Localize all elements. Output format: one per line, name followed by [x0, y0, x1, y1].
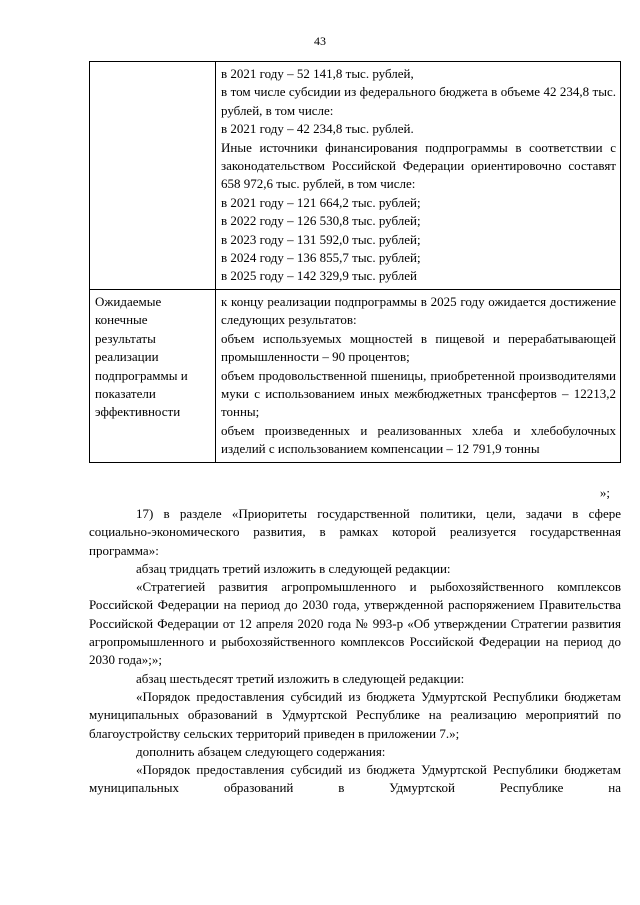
results-label-line: показатели: [95, 385, 156, 401]
paragraph: «Порядок предоставления субсидий из бюджета Удмуртской Республики бюджетам муниципальных образований в Удмуртской Республике на: [89, 762, 621, 796]
financing-line: в 2023 году – 131 592,0 тыс. рублей;: [221, 231, 421, 247]
financing-line: в 2024 году – 136 855,7 тыс. рублей;: [221, 250, 421, 266]
subprogram-table: [89, 61, 621, 463]
paragraph: 17) в разделе «Приоритеты государственной политики, цели, задачи в сфере социально-экономического развития, в рамках которой реализуется государственная программа»:: [89, 506, 621, 558]
results-label-line: результаты: [95, 330, 156, 346]
page-number: 43: [314, 34, 326, 48]
paragraph: «Стратегией развития агропромышленного и рыбохозяйственного комплексов Российской Федерации на период до 2030 года, утвержденной распоряжением Правительства Российской Федерации от 12 апреля 2020 года № 993-р «Об утверждении Стратегии развития агропромышленного и рыбохозяйственного комплексов Российской Федерации на период до 2030 года»;»;: [89, 579, 621, 668]
financing-line: в 2021 году – 121 664,2 тыс. рублей;: [221, 194, 421, 210]
financing-line: в 2021 году – 42 234,8 тыс. рублей.: [221, 121, 414, 137]
result-item: объем произведенных и реализованных хлеба и хлебобулочных изделий с использованием компенсации – 12 791,9 тонны: [221, 422, 616, 457]
results-label-line: Ожидаемые: [95, 293, 162, 309]
financing-cell: [216, 62, 621, 290]
results-label-cell: [90, 289, 216, 462]
result-item: объем используемых мощностей в пищевой и перерабатывающей промышленности – 90 процентов;: [221, 330, 616, 365]
paragraph: абзац шестьдесят третий изложить в следующей редакции:: [136, 670, 465, 686]
closing-quote-mark: »;: [599, 485, 610, 500]
result-item: объем продовольственной пшеницы, приобретенной производителями муки с использованием иных межбюджетных трансфертов – 12213,2 тонны;: [221, 367, 616, 420]
paragraph: дополнить абзацем следующего содержания:: [136, 743, 386, 759]
table-row: [90, 62, 621, 290]
financing-line: в 2025 году – 142 329,9 тыс. рублей: [221, 268, 417, 284]
results-label-line: реализации: [95, 349, 159, 365]
result-item: к концу реализации подпрограммы в 2025 году ожидается достижение следующих результатов:: [221, 293, 616, 328]
paragraph: «Порядок предоставления субсидий из бюджета Удмуртской Республики бюджетам муниципальных образований в Удмуртской Республике на реализацию мероприятий по благоустройству сельских территорий приведен в приложении 7.»;: [89, 688, 621, 741]
results-cell: [216, 289, 621, 462]
results-label-line: подпрограммы и: [95, 367, 188, 383]
table-cell-empty-label: [90, 62, 216, 290]
financing-line: в 2022 году – 126 530,8 тыс. рублей;: [221, 213, 421, 229]
table-row: [90, 289, 621, 462]
financing-line: в 2021 году – 52 141,8 тыс. рублей,: [221, 66, 414, 81]
results-label-line: конечные: [95, 312, 148, 328]
amendment-text: [89, 505, 621, 798]
paragraph: абзац тридцать третий изложить в следующей редакции:: [136, 560, 451, 576]
financing-line: Иные источники финансирования подпрограммы в соответствии с законодательством Российской Федерации ориентировочно составят 658 972,6 тыс. рублей, в том числе:: [221, 139, 616, 192]
results-label-line: эффективности: [95, 404, 181, 420]
financing-line: в том числе субсидии из федерального бюджета в объеме 42 234,8 тыс. рублей, в том числе:: [221, 84, 616, 118]
